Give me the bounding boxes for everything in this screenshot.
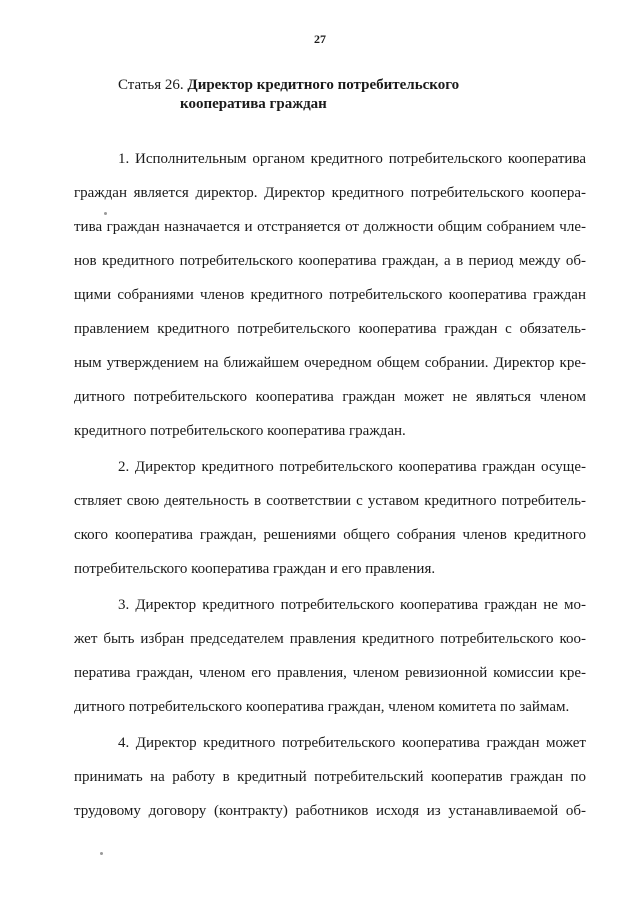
paragraph-line: 2. Директор кредитного потребительского кооператива граждан осуще- xyxy=(118,459,586,475)
article-heading xyxy=(118,76,459,114)
paragraph-line: ператива граждан, членом его правления, членом ревизионной комиссии кре- xyxy=(74,665,586,681)
paragraph-line: щими собраниями членов кредитного потребительского кооператива граждан xyxy=(74,287,586,303)
article-heading-title-line2: кооператива граждан xyxy=(180,96,327,112)
paragraph-line: 4. Директор кредитного потребительского кооператива граждан может xyxy=(118,735,586,751)
paragraph-line: нов кредитного потребительского кооператива граждан, а в период между об- xyxy=(74,253,586,269)
paragraph-line: ского кооператива граждан, решениями общего собрания членов кредитного xyxy=(74,527,586,543)
paragraph-line: дитного потребительского кооператива граждан может не являться членом xyxy=(74,389,586,405)
scan-speck xyxy=(100,852,103,855)
article-heading-title-line1: Директор кредитного потребительского xyxy=(187,77,460,93)
paragraph-line: граждан является директор. Директор кредитного потребительского коопера- xyxy=(74,185,586,201)
paragraph-line: потребительского кооператива граждан и его правления. xyxy=(74,561,436,577)
paragraph-line: 1. Исполнительным органом кредитного потребительского кооператива xyxy=(118,151,586,167)
paragraph-4 xyxy=(74,726,586,828)
paragraph-3 xyxy=(74,588,586,724)
page-number: 27 xyxy=(314,32,326,46)
paragraph-2 xyxy=(74,450,586,586)
scan-speck xyxy=(104,212,107,215)
paragraph-line: кредитного потребительского кооператива граждан. xyxy=(74,423,406,439)
paragraph-line: принимать на работу в кредитный потребительский кооператив граждан по xyxy=(74,769,586,785)
paragraph-line: ствляет свою деятельность в соответствии с уставом кредитного потребитель- xyxy=(74,493,586,509)
article-heading-prefix: Статья 26. xyxy=(118,77,184,93)
paragraph-1 xyxy=(74,142,586,448)
paragraph-line: правлением кредитного потребительского кооператива граждан с обязатель- xyxy=(74,321,586,337)
paragraph-line: жет быть избран председателем правления кредитного потребительского коо- xyxy=(74,631,586,647)
article-body xyxy=(74,142,586,828)
paragraph-line: ным утверждением на ближайшем очередном общем собрании. Директор кре- xyxy=(74,355,586,371)
paragraph-line: дитного потребительского кооператива граждан, членом комитета по займам. xyxy=(74,699,570,715)
paragraph-line: трудовому договору (контракту) работников исходя из устанавливаемой об- xyxy=(74,803,586,819)
paragraph-line: 3. Директор кредитного потребительского кооператива граждан не мо- xyxy=(118,597,586,613)
paragraph-line: тива граждан назначается и отстраняется от должности общим собранием чле- xyxy=(74,219,586,235)
